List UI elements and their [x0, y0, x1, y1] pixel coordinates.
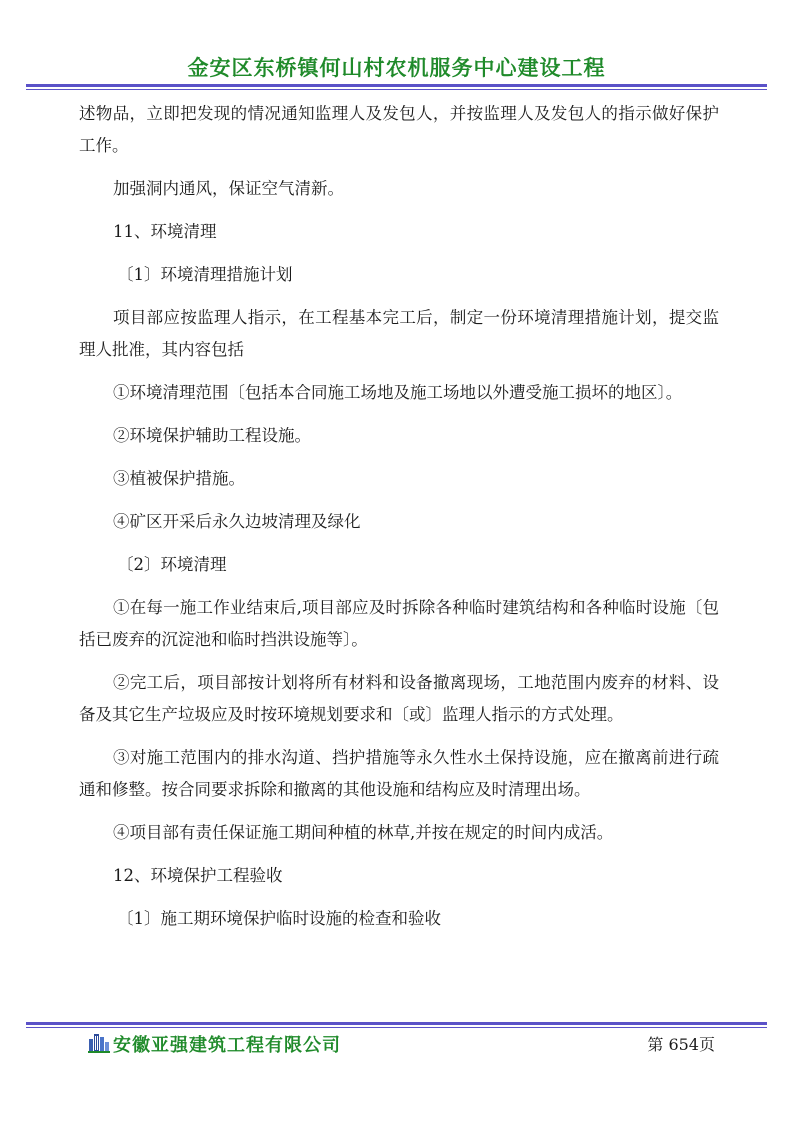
- header-rule-thick: [26, 84, 767, 87]
- footer-rule-thick: [26, 1022, 767, 1025]
- page-body: [79, 98, 719, 946]
- list-item: ②环境保护辅助工程设施。: [113, 426, 311, 445]
- list-item: ①在每一施工作业结束后,项目部应及时拆除各种临时建筑结构和各种临时设施〔包括已废弃的沉淀池和临时挡洪设施等〕。: [79, 598, 719, 649]
- footer-rule-thin: [26, 1027, 767, 1028]
- header-title: 金安区东桥镇何山村农机服务中心建设工程: [187, 56, 606, 80]
- paragraph: 述物品，立即把发现的情况通知监理人及发包人，并按监理人及发包人的指示做好保护工作。: [79, 104, 719, 155]
- list-item: ②完工后，项目部按计划将所有材料和设备撤离现场，工地范围内废弃的材料、设备及其它生产垃圾应及时按环境规划要求和〔或〕监理人指示的方式处理。: [79, 673, 719, 724]
- list-item: ④项目部有责任保证施工期间种植的林草,并按在规定的时间内成活。: [113, 823, 614, 842]
- list-item: ①环境清理范围〔包括本合同施工场地及施工场地以外遭受施工损坏的地区〕。: [113, 383, 683, 402]
- building-logo-icon: [88, 1031, 110, 1053]
- list-item: ④矿区开采后永久边坡清理及绿化: [113, 512, 361, 531]
- list-item: ③植被保护措施。: [113, 469, 245, 488]
- subsection-heading: 〔1〕环境清理措施计划: [117, 265, 293, 284]
- list-item: ③对施工范围内的排水沟道、挡护措施等永久性水土保持设施，应在撤离前进行疏通和修整。按合同要求拆除和撤离的其他设施和结构应及时清理出场。: [79, 748, 719, 799]
- section-heading: 12、环境保护工程验收: [113, 866, 283, 885]
- section-heading: 11、环境清理: [113, 222, 217, 241]
- subsection-heading: 〔2〕环境清理: [117, 555, 227, 574]
- header-rule-thin: [26, 89, 767, 90]
- company-name: 安徽亚强建筑工程有限公司: [113, 1035, 341, 1056]
- paragraph: 项目部应按监理人指示，在工程基本完工后，制定一份环境清理措施计划，提交监理人批准，其内容包括: [79, 308, 719, 359]
- subsection-heading: 〔1〕施工期环境保护临时设施的检查和验收: [117, 909, 441, 928]
- paragraph: 加强洞内通风，保证空气清新。: [113, 179, 344, 198]
- page-number: 第 654页: [647, 1035, 715, 1054]
